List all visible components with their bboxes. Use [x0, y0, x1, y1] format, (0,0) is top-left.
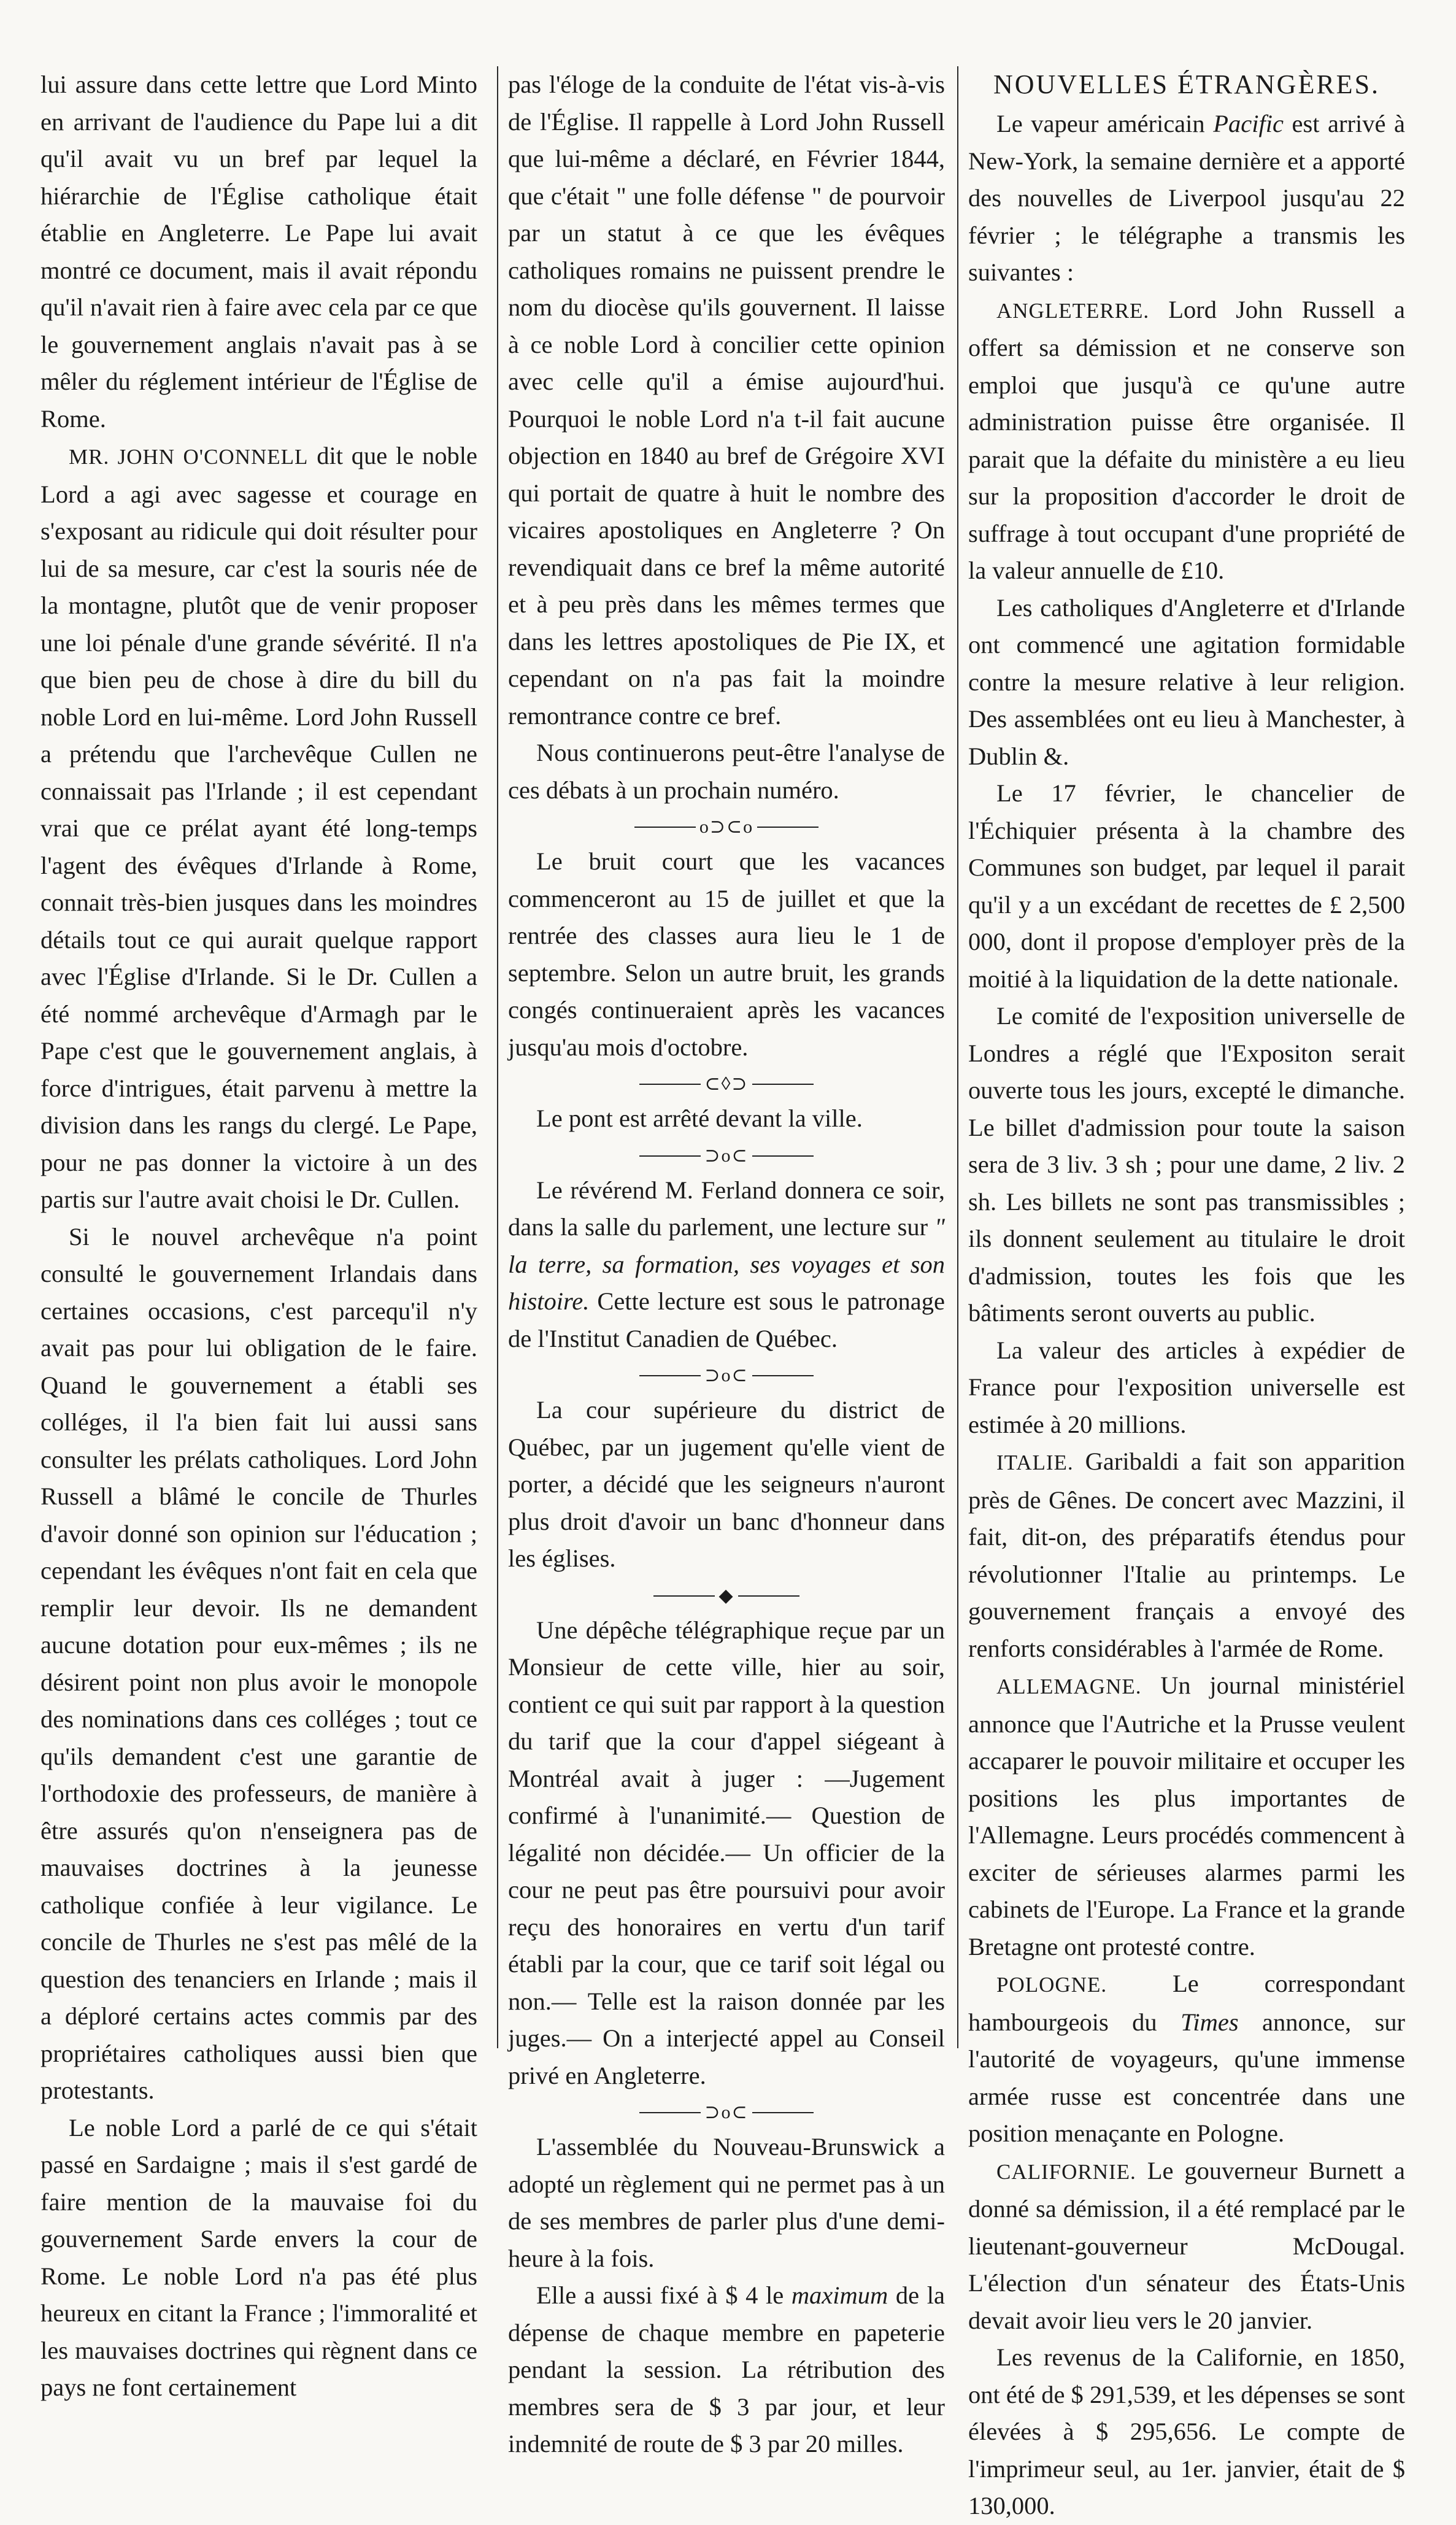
- news-item: Le révérend M. Ferland donnera ce soir, dans la salle du parlement, une lecture sur " la terre, sa formation, ses voyages et son histoire. Cette lecture est sous le patronage de l'Institut Canadien de Québec.: [508, 1176, 946, 1352]
- section-heading: NOUVELLES ÉTRANGÈRES.: [993, 69, 1381, 99]
- article-paragraph: pas l'éloge de la conduite de l'état vis-à-vis de l'Église. Il rappelle à Lord John Russell que lui-même a déclaré, en Février 1844, que c'était " une folle défense " de pourvoir par un statut à ce que les évêques catholiques romains ne puissent prendre le nom du diocèse qu'ils gouvernent. Il laisse à ce noble Lord à concilier cette opinion avec celle qu'il a émise aujourd'hui. Pourquoi le noble Lord n'a t-il fait aucune objection en 1840 au bref de Grégoire XVI qui portait de quatre à huit le nombre des vicaires apostoliques en Angleterre ? On revendiquait dans ce bref la même autorité et à peu près dans les mêmes termes que dans les lettres apostoliques de Pie IX, et cependant on n'a pas fait la moindre remontrance contre ce bref.: [508, 71, 945, 730]
- news-item: Le 17 février, le chancelier de l'Échiquier présenta à la chambre des Communes son budget, par lequel il parait qu'il y a un excédant de recettes de £ 2,500 000, dont il propose d'employer près de la moitié à la liquidation de la dette nationale.: [968, 779, 1405, 993]
- news-item: Une dépêche télégraphique reçue par un Monsieur de cette ville, hier au soir, contient ce qui suit par rapport à la question du tarif que la cour d'appel siégeant à Montréal avait à juger : —Jugement confirmé à l'unanimité.— Question de légalité non décidée.— Un officier de la cour ne peut pas être poursuivi pour avoir reçu des honoraires en vertu d'un tarif établi par la cour, que ce tarif soit légal ou non.— Telle est la raison donnée par les juges.— On a interjecté appel au Conseil privé en Angleterre.: [508, 1616, 945, 2089]
- separator-ornament: ⊃o⊂: [508, 1138, 945, 1172]
- article-paragraph: Nous continuerons peut-être l'analyse de ces débats à un prochain numéro.: [508, 739, 945, 804]
- country-tag: ALLEMAGNE.: [996, 1675, 1142, 1698]
- separator-ornament: ⊂◊⊃: [508, 1066, 945, 1100]
- separator-ornament: o⊃⊂o: [508, 809, 945, 843]
- news-item: ALLEMAGNE. Un journal ministériel annonce que l'Autriche et la Prusse veulent accaparer le pouvoir militaire et occuper les positions les plus importantes de l'Allemagne. Leurs procédés commencent à exciter de sérieuses alarmes parmi les cabinets de l'Europe. La France et la grande Bretagne ont protesté contre.: [968, 1671, 1405, 1960]
- news-item: L'assemblée du Nouveau-Brunswick a adopté un règlement qui ne permet pas à un de ses membres de parler plus d'une demi-heure à la fois.: [508, 2133, 945, 2272]
- article-paragraph: Le noble Lord a parlé de ce qui s'était passé en Sardaigne ; mais il s'est gardé de faire mention de la mauvaise foi du gouvernement Sarde envers la cour de Rome. Le noble Lord n'a pas été plus heureux en citant la France ; l'immoralité et les mauvaises doctrines qui règnent dans ce pays ne font certainement: [40, 2113, 477, 2401]
- article-paragraph: Si le nouvel archevêque n'a point consulté le gouvernement Irlandais dans certaines occasions, c'est parcequ'il n'y avait pas pour lui obligation de le faire. Quand le gouvernement a établi ses colléges, il l'a bien fait lui aussi sans consulter les prélats catholiques. Lord John Russell a blâmé le concile de Thurles d'avoir donné son opinion sur l'éducation ; cependant les évêques n'ont fait en cela que remplir leur devoir. Ils ne demandent aucune dotation pour eux-mêmes ; ils ne désirent point non plus avoir le monopole des nominations dans ces colléges ; tout ce qu'ils demandent c'est une garantie de l'orthodoxie des professeurs, de manière à être assurés qu'on n'enseignera pas de mauvaises doctrines à la jeunesse catholique confiée à leur vigilance. Le concile de Thurles ne s'est pas mêlé de la question des tenanciers en Irlande ; mais il a déploré certains actes commis par des propriétaires catholiques aussi bien que protestants.: [40, 1222, 477, 2104]
- speaker-name: MR. JOHN O'CONNELL: [69, 445, 309, 469]
- separator-ornament: ⊃o⊂: [508, 1357, 945, 1392]
- news-item: POLOGNE. Le correspondant hambourgeois du Times annonce, sur l'autorité de voyageurs, qu'une immense armée russe est concentrée dans une position menaçante en Pologne.: [968, 1970, 1405, 2147]
- country-tag: ANGLETERRE.: [996, 298, 1150, 323]
- column-rule-2: [957, 66, 958, 2048]
- article-paragraph: MR. JOHN O'CONNELL dit que le noble Lord a agi avec sagesse et courage en s'exposant au ridicule qui doit résulter pour lui de sa mesure, car c'est la souris née de la montagne, plutôt que de venir proposer une loi pénale d'une grande sévérité. Il n'a que bien peu de chose à dire du bill du noble Lord en lui-même. Lord John Russell a prétendu que l'archevêque Cullen ne connaissait pas l'Irlande ; il est cependant vrai que ce prélat ayant été long-temps l'agent des évêques d'Irlande à Rome, connait très-bien jusques dans les moindres détails tout ce qui aurait quelque rapport avec l'Église d'Irlande. Si le Dr. Cullen a été nommé archevêque d'Armagh par le Pape c'est que le gouvernement anglais, à force d'intrigues, était parvenu à mettre la division dans les rangs du clergé. Le Pape, pour ne pas donner la victoire à un des partis sur l'autre avait choisi le Dr. Cullen.: [40, 442, 477, 1213]
- column-1: [40, 66, 477, 2407]
- country-tag: ITALIE.: [996, 1451, 1074, 1475]
- news-item: Le vapeur américain Pacific est arrivé à New-York, la semaine dernière et a apporté des nouvelles de Liverpool jusqu'au 22 février ; le télégraphe a transmis les suivantes :: [968, 110, 1406, 286]
- news-item: ITALIE. Garibaldi a fait son apparition près de Gênes. De concert avec Mazzini, il fait, dit-on, des préparatifs étendus pour révolutionner l'Italie au printemps. Le gouvernement français a envoyé des renforts considérables à l'armée de Rome.: [968, 1448, 1406, 1662]
- column-2: [508, 66, 945, 2463]
- separator-ornament: ◆: [508, 1578, 945, 1612]
- news-item: Les revenus de la Californie, en 1850, ont été de $ 291,539, et les dépenses se sont élevées à $ 295,656. Le compte de l'imprimeur seul, au 1er. janvier, était de $ 130,000.: [968, 2343, 1405, 2519]
- news-item: La cour supérieure du district de Québec, par un jugement qu'elle vient de porter, a décidé que les seigneurs n'auront plus droit d'avoir un banc d'honneur dans les églises.: [508, 1396, 945, 1572]
- country-tag: POLOGNE.: [996, 1973, 1107, 1997]
- news-item: Les catholiques d'Angleterre et d'Irlande ont commencé une agitation formidable contre la mesure relative à leur religion. Des assemblées ont eu lieu à Manchester, à Dublin &.: [968, 593, 1405, 770]
- news-item: Le bruit court que les vacances commenceront au 15 de juillet et que la rentrée des classes aura lieu le 1 de septembre. Selon un autre bruit, les grands congés continueraient après les vacances jusqu'au mois d'octobre.: [508, 847, 945, 1061]
- article-paragraph: lui assure dans cette lettre que Lord Minto en arrivant de l'audience du Pape lui a dit qu'il avait vu un bref par lequel la hiérarchie de l'Église catholique était établie en Angleterre. Le Pape lui avait montré ce document, mais il avait répondu qu'il n'avait rien à faire avec cela par ce que le gouvernement anglais n'avait pas à se mêler du réglement intérieur de l'Église de Rome.: [40, 71, 477, 433]
- news-item: Le pont est arrêté devant la ville.: [536, 1104, 863, 1132]
- news-item: ANGLETERRE. Lord John Russell a offert sa démission et ne conserve son emploi que jusqu'à ce qu'une autre administration puisse être organisée. Il parait que la défaite du ministère a eu lieu sur la proposition d'accorder le droit de suffrage à tout occupant d'une propriété de la valeur annuelle de £10.: [968, 295, 1406, 584]
- column-rule-1: [497, 66, 498, 2048]
- column-3: [968, 66, 1405, 2525]
- news-item: Le comité de l'exposition universelle de Londres a réglé que l'Expositon serait ouverte tous les jours, excepté le dimanche. Le billet d'admission pour toute la saison sera de 3 liv. 3 sh ; pour une dame, 2 liv. 2 sh. Les billets ne sont pas transmissibles ; ils donnent seulement au titulaire le droit d'admission, toutes les fois que les bâtiments seront ouverts au public.: [968, 1002, 1405, 1327]
- news-item: CALIFORNIE. Le gouverneur Burnett a donné sa démission, il a été remplacé par le lieutenant-gouverneur McDougal. L'élection d'un sénateur des États-Unis devait avoir lieu vers le 20 janvier.: [968, 2156, 1405, 2334]
- news-item: La valeur des articles à expédier de France pour l'exposition universelle est estimée à 20 millions.: [968, 1336, 1405, 1438]
- separator-ornament: ⊃o⊂: [508, 2094, 945, 2129]
- country-tag: CALIFORNIE.: [996, 2159, 1136, 2184]
- news-item: Elle a aussi fixé à $ 4 le maximum de la dépense de chaque membre en papeterie pendant la session. La rétribution des membres sera de $ 3 par jour, et leur indemnité de route de $ 3 par 20 milles.: [508, 2281, 945, 2458]
